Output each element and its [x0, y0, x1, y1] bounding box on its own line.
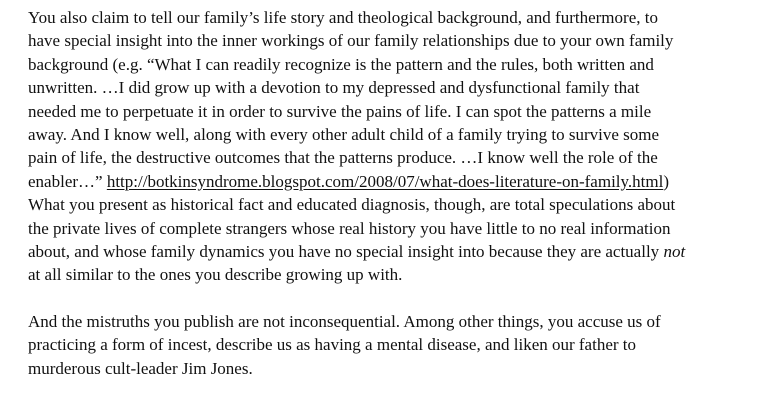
paragraph-line: have special insight into the inner workings of our family relationships due to your own family: [28, 31, 674, 51]
paragraph-line: pain of life, the destructive outcomes that the patterns produce. …I know well the role of the: [28, 148, 658, 168]
paragraph-line: And the mistruths you publish are not inconsequential. Among other things, you accuse us of: [28, 312, 661, 332]
paragraph-line: practicing a form of incest, describe us as having a mental disease, and liken our father to: [28, 335, 637, 355]
blog-post-link[interactable]: http://botkinsyndrome.blogspot.com/2008/07/what-does-literature-on-family.html: [106, 171, 664, 191]
paragraph-line: unwritten. …I did grow up with a devotion to my depressed and dysfunctional family that: [28, 78, 640, 98]
paragraph-line: background (e.g. “What I can readily recognize is the pattern and the rules, both written and: [28, 54, 654, 74]
paragraph-line: at all similar to the ones you describe growing up with.: [28, 265, 403, 285]
paragraph-line: You also claim to tell our family’s life story and theological background, and furthermore, to: [28, 8, 658, 27]
paragraph-line-with-emphasis: [28, 240, 768, 263]
emphasized-word: not: [663, 241, 686, 261]
line-text: about, and whose family dynamics you have no special insight into because they are actually: [28, 241, 664, 261]
paragraph-2: [28, 310, 768, 380]
paragraph-1: [28, 6, 768, 287]
document-body: [28, 6, 768, 380]
paragraph-line: away. And I know well, along with every other adult child of a family trying to survive some: [28, 124, 660, 144]
paragraph-line: needed me to perpetuate it in order to survive the pains of life. I can spot the patterns a mile: [28, 101, 652, 121]
line-text: ): [663, 171, 670, 191]
paragraph-line: What you present as historical fact and educated diagnosis, though, are total speculations about: [28, 195, 676, 215]
paragraph-line-with-link: [28, 170, 768, 193]
paragraph-line: the private lives of complete strangers whose real history you have little to no real information: [28, 218, 671, 238]
paragraph-spacer: [28, 287, 768, 310]
paragraph-line: murderous cult-leader Jim Jones.: [28, 358, 253, 378]
line-text: enabler…”: [28, 171, 107, 191]
